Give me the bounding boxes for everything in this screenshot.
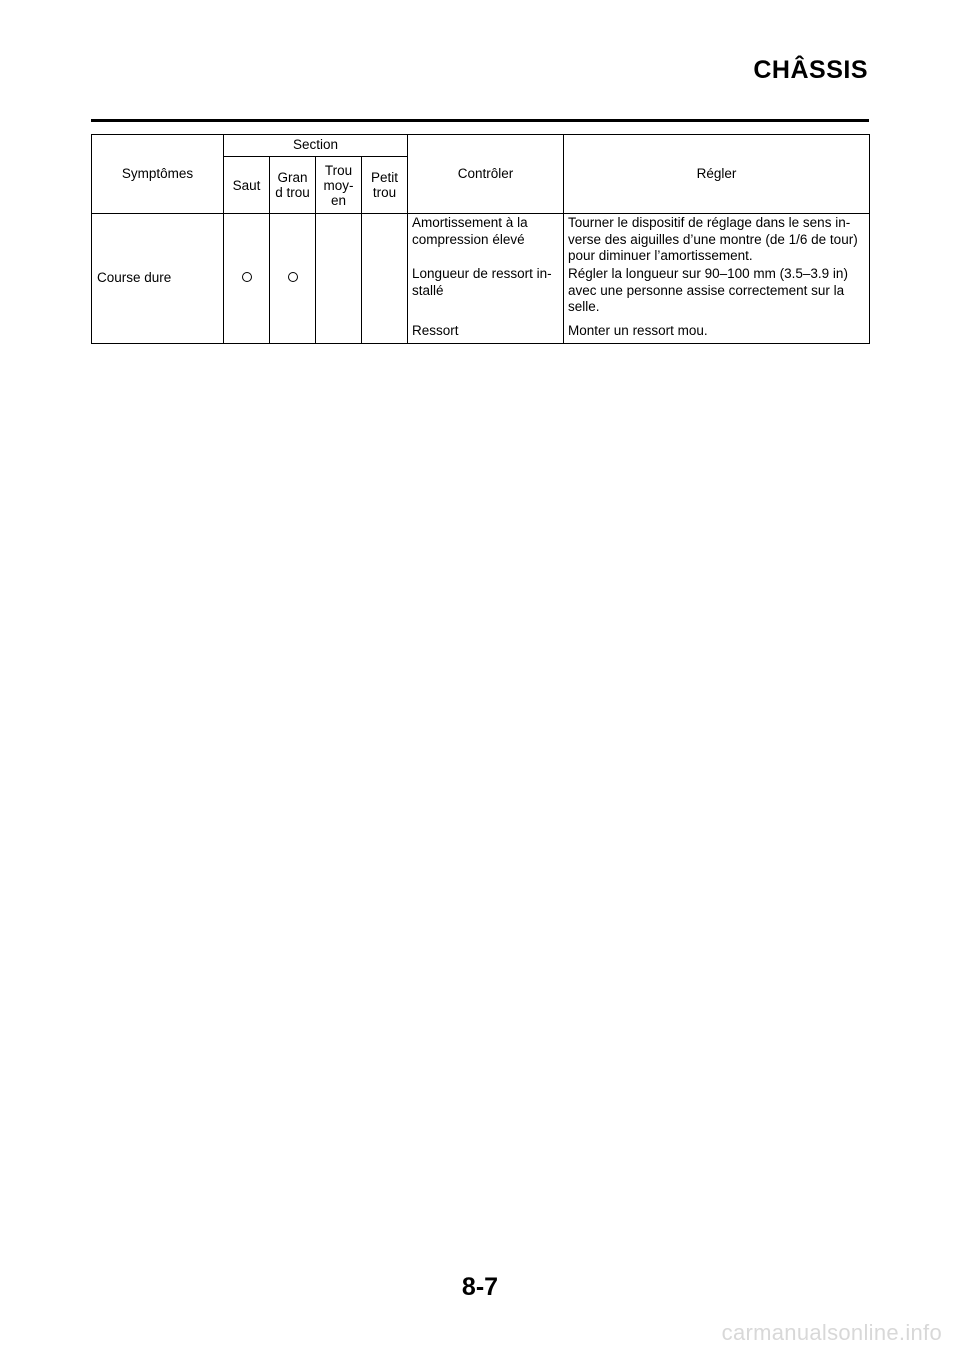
title-rule bbox=[91, 119, 869, 122]
circle-mark-icon bbox=[242, 272, 252, 282]
check-item: Ressort bbox=[412, 323, 459, 338]
adjust-item: Régler la longueur sur 90–100 mm (3.5–3.9 in) avec une personne assise correctement sur la selle. bbox=[568, 266, 848, 314]
adjust-cell bbox=[564, 214, 870, 344]
adjust-item: Tourner le dispositif de réglage dans le sens in- verse des aiguilles d’une montre (de 1/6 de tour) pour diminuer l’amortissement. bbox=[568, 215, 858, 263]
check-item: Amortissement à la compression élevé bbox=[412, 215, 528, 247]
header-section-medium-hole: Trou moy- en bbox=[316, 157, 362, 214]
mark-cell-jump bbox=[224, 214, 270, 344]
header-symptoms: Symptômes bbox=[92, 135, 224, 214]
header-section-small-hole: Petit trou bbox=[362, 157, 408, 214]
page-number: 8-7 bbox=[461, 1273, 499, 1301]
header-section: Section bbox=[224, 135, 408, 157]
header-check: Contrôler bbox=[408, 135, 564, 214]
spec-table bbox=[91, 134, 870, 344]
header-adjust: Régler bbox=[564, 135, 870, 214]
mark-cell-small-hole bbox=[362, 214, 408, 344]
header-section-large-hole: Gran d trou bbox=[270, 157, 316, 214]
adjust-item: Monter un ressort mou. bbox=[568, 323, 708, 338]
circle-mark-icon bbox=[288, 272, 298, 282]
page-title: CHÂSSIS bbox=[753, 56, 868, 84]
table-row bbox=[92, 214, 870, 344]
mark-cell-medium-hole bbox=[316, 214, 362, 344]
check-item: Longueur de ressort in- stallé bbox=[412, 266, 552, 298]
check-cell bbox=[408, 214, 564, 344]
mark-cell-large-hole bbox=[270, 214, 316, 344]
watermark: carmanualsonline.info bbox=[721, 1320, 942, 1345]
symptom-cell: Course dure bbox=[92, 214, 224, 344]
header-section-jump: Saut bbox=[224, 157, 270, 214]
